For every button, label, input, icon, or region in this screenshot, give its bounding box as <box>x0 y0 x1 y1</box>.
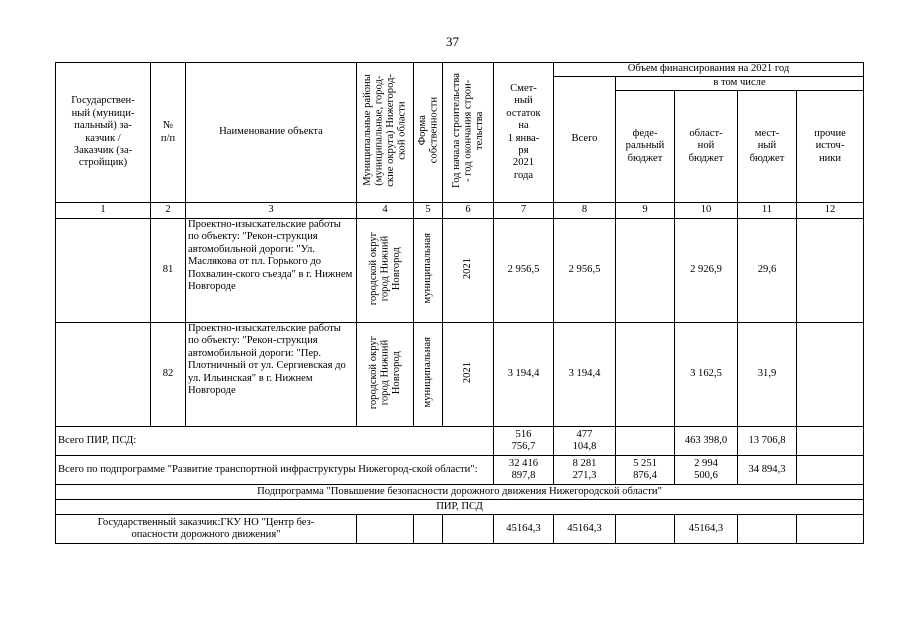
total-subprogram-regional: 2 994 500,6 <box>675 456 738 485</box>
section-title: ПИР, ПСД <box>56 500 864 515</box>
total-subprogram-label: Всего по подпрограмме "Развитие транспортной инфраструктуры Нижегород-ской области": <box>56 456 494 485</box>
total-pir-total: 477 104,8 <box>554 427 616 456</box>
row-balance: 3 194,4 <box>494 323 554 427</box>
total-subprogram-local: 34 894,3 <box>738 456 797 485</box>
row-year <box>443 219 494 323</box>
total-pir-local: 13 706,8 <box>738 427 797 456</box>
customer-row-year <box>443 515 494 544</box>
customer-row-other <box>797 515 864 544</box>
row-ownership <box>414 219 443 323</box>
row-customer <box>56 219 151 323</box>
header-other: прочие источ- ники <box>797 91 864 203</box>
header-num: № п/п <box>151 63 186 203</box>
row-federal <box>616 323 675 427</box>
row-customer <box>56 323 151 427</box>
total-pir-label: Всего ПИР, ПСД: <box>56 427 494 456</box>
column-number: 1 <box>56 203 151 219</box>
row-ownership <box>414 323 443 427</box>
column-number: 4 <box>357 203 414 219</box>
column-number: 3 <box>186 203 357 219</box>
header-balance: Смет- ный остаток на 1 янва- ря 2021 года <box>494 63 554 203</box>
customer-row-total: 45164,3 <box>554 515 616 544</box>
header-districts <box>357 63 414 203</box>
page-number: 37 <box>446 34 459 49</box>
row-regional: 2 926,9 <box>675 219 738 323</box>
total-pir-balance: 516 756,7 <box>494 427 554 456</box>
row-district <box>357 219 414 323</box>
table-row <box>56 323 864 427</box>
customer-row-regional: 45164,3 <box>675 515 738 544</box>
table-row <box>56 219 864 323</box>
subprogram-title-row <box>56 485 864 500</box>
row-balance: 2 956,5 <box>494 219 554 323</box>
customer-row-district <box>357 515 414 544</box>
customer-row-local <box>738 515 797 544</box>
column-numbers-row <box>56 203 864 219</box>
customer-row <box>56 515 864 544</box>
column-number: 12 <box>797 203 864 219</box>
total-subprogram-row <box>56 456 864 485</box>
row-local: 31,9 <box>738 323 797 427</box>
customer-row-balance: 45164,3 <box>494 515 554 544</box>
column-number: 10 <box>675 203 738 219</box>
customer-row-ownership <box>414 515 443 544</box>
row-object-name: Проектно-изыскательские работы по объекту: "Рекон-струкция автомобильной дороги: "Пер. Плотничный от ул. Сергиевская до ул. Ильинская" в г. Нижнем Новгороде <box>186 323 357 427</box>
row-total: 2 956,5 <box>554 219 616 323</box>
header-total: Всего <box>554 77 616 203</box>
header-years <box>443 63 494 203</box>
row-district <box>357 323 414 427</box>
header-object-name: Наименование объекта <box>186 63 357 203</box>
row-year-text: 2021 <box>462 257 474 279</box>
row-year-text: 2021 <box>462 361 474 383</box>
column-number: 6 <box>443 203 494 219</box>
header-years-text: Год начала строительства - год окончания строи- тельства <box>450 72 485 188</box>
header-districts-text: Муниципальные районы (муниципальные, город- ские округа) Нижегород- ской области <box>362 73 408 187</box>
row-ownership-text: муниципальная <box>422 233 434 304</box>
row-district-text: городской округ город Нижний Новгород <box>367 335 402 409</box>
row-other <box>797 219 864 323</box>
financing-table <box>55 62 864 544</box>
header-funding: Объем финансирования на 2021 год <box>554 63 864 77</box>
row-year <box>443 323 494 427</box>
header-customer: Государствен- ный (муници- пальный) за- казчик / Заказчик (за- стройщик) <box>56 63 151 203</box>
header-row-1 <box>56 63 864 77</box>
total-pir-regional: 463 398,0 <box>675 427 738 456</box>
column-number: 5 <box>414 203 443 219</box>
total-subprogram-federal: 5 251 876,4 <box>616 456 675 485</box>
header-ownership <box>414 63 443 203</box>
row-regional: 3 162,5 <box>675 323 738 427</box>
customer-row-federal <box>616 515 675 544</box>
total-subprogram-other <box>797 456 864 485</box>
row-local: 29,6 <box>738 219 797 323</box>
header-including: в том числе <box>616 77 864 91</box>
total-pir-row <box>56 427 864 456</box>
header-federal: феде- ральный бюджет <box>616 91 675 203</box>
header-ownership-text: Форма собственности <box>416 97 439 164</box>
row-other <box>797 323 864 427</box>
header-regional: област- ной бюджет <box>675 91 738 203</box>
row-ownership-text: муниципальная <box>422 337 434 408</box>
row-total: 3 194,4 <box>554 323 616 427</box>
row-object-name: Проектно-изыскательские работы по объекту: "Рекон-струкция автомобильной дороги: "Ул. Маслякова от пл. Горького до Похвалин-ского съезда" в г. Нижнем Новгороде <box>186 219 357 323</box>
subprogram-title: Подпрограмма "Повышение безопасности дорожного движения Нижегородской области" <box>56 485 864 500</box>
column-number: 11 <box>738 203 797 219</box>
total-pir-federal <box>616 427 675 456</box>
column-number: 7 <box>494 203 554 219</box>
column-number: 9 <box>616 203 675 219</box>
row-federal <box>616 219 675 323</box>
total-pir-other <box>797 427 864 456</box>
row-num: 82 <box>151 323 186 427</box>
column-number: 2 <box>151 203 186 219</box>
section-title-row <box>56 500 864 515</box>
total-subprogram-balance: 32 416 897,8 <box>494 456 554 485</box>
header-local: мест- ный бюджет <box>738 91 797 203</box>
total-subprogram-total: 8 281 271,3 <box>554 456 616 485</box>
column-number: 8 <box>554 203 616 219</box>
row-num: 81 <box>151 219 186 323</box>
customer-row-label: Государственный заказчик:ГКУ НО "Центр без- опасности дорожного движения" <box>56 515 357 544</box>
row-district-text: городской округ город Нижний Новгород <box>367 231 402 305</box>
